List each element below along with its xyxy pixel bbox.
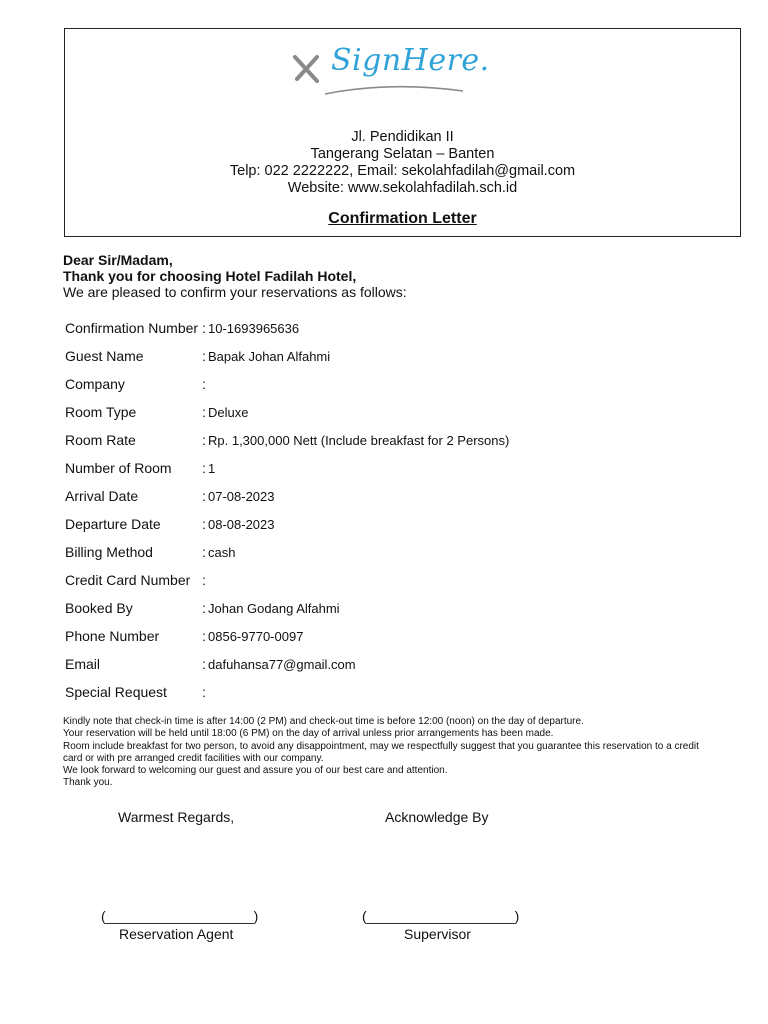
document-title: Confirmation Letter xyxy=(328,210,477,227)
note-line: Room include breakfast for two person, to avoid any disappointment, may we respectfully suggest that you guarantee this reservation to a credit xyxy=(63,740,699,752)
field-label: Credit Card Number xyxy=(65,572,191,588)
address-line-1: Jl. Pendidikan II xyxy=(351,129,454,145)
field-colon: : xyxy=(202,628,206,644)
thanks-line: Thank you for choosing Hotel Fadilah Hotel, xyxy=(63,268,357,284)
address-line-2: Tangerang Selatan – Banten xyxy=(310,146,495,162)
field-colon: : xyxy=(202,684,206,700)
field-label: Room Rate xyxy=(65,432,136,448)
note-line: We look forward to welcoming our guest and assure you of our best care and attention. xyxy=(63,765,448,777)
supervisor-signature-line: (___________________) xyxy=(362,908,520,924)
field-value: cash xyxy=(208,545,236,560)
note-line: Your reservation will be held until 18:00 (6 PM) on the day of arrival unless prior arrangements has been made. xyxy=(63,728,554,740)
warmest-regards-label: Warmest Regards, xyxy=(118,809,235,825)
field-value: 10-1693965636 xyxy=(208,321,300,336)
field-label: Number of Room xyxy=(65,460,172,476)
reservation-agent-label: Reservation Agent xyxy=(119,926,234,942)
field-label: Confirmation Number xyxy=(65,320,199,336)
field-value: dafuhansa77@gmail.com xyxy=(208,657,356,672)
note-line: Kindly note that check-in time is after 14:00 (2 PM) and check-out time is before 12:00 (noon) on the day of departure. xyxy=(63,716,584,727)
field-label: Room Type xyxy=(65,404,137,420)
field-colon: : xyxy=(202,376,206,392)
field-colon: : xyxy=(202,348,206,364)
note-line: Thank you. xyxy=(63,777,113,789)
field-value: 07-08-2023 xyxy=(208,489,275,504)
field-label: Arrival Date xyxy=(65,488,139,504)
field-value: 0856-9770-0097 xyxy=(208,629,304,644)
website-line: Website: www.sekolahfadilah.sch.id xyxy=(287,180,518,196)
terms-notes xyxy=(63,716,743,790)
field-colon: : xyxy=(202,516,206,532)
field-value: Rp. 1,300,000 Nett (Include breakfast for 2 Persons) xyxy=(208,433,510,448)
field-colon: : xyxy=(202,656,206,672)
letterhead-box xyxy=(64,28,741,237)
agent-signature-line: (___________________) xyxy=(101,908,259,924)
field-value: Deluxe xyxy=(208,405,249,420)
field-colon: : xyxy=(202,600,206,616)
intro-line: We are pleased to confirm your reservations as follows: xyxy=(63,284,407,300)
note-line: card or with pre arranged credit facilities with our company. xyxy=(63,752,324,764)
field-label: Email xyxy=(65,656,101,672)
supervisor-label: Supervisor xyxy=(404,926,471,942)
field-label: Guest Name xyxy=(65,348,144,364)
field-label: Departure Date xyxy=(65,516,161,532)
field-colon: : xyxy=(202,544,206,560)
field-colon: : xyxy=(202,432,206,448)
field-value: 1 xyxy=(208,461,216,476)
field-value: Bapak Johan Alfahmi xyxy=(208,349,331,364)
signhere-logo xyxy=(291,41,490,101)
field-label: Booked By xyxy=(65,600,133,616)
field-value: 08-08-2023 xyxy=(208,517,275,532)
contact-line: Telp: 022 2222222, Email: sekolahfadilah@gmail.com xyxy=(229,163,576,179)
field-colon: : xyxy=(202,572,206,588)
field-colon: : xyxy=(202,460,206,476)
field-colon: : xyxy=(202,320,206,336)
field-colon: : xyxy=(202,404,206,420)
salutation: Dear Sir/Madam, xyxy=(63,252,173,268)
field-value: Johan Godang Alfahmi xyxy=(208,601,340,616)
field-label: Billing Method xyxy=(65,544,153,560)
logo-text: SignHere. xyxy=(331,43,490,78)
acknowledge-by-label: Acknowledge By xyxy=(385,809,489,825)
field-label: Company xyxy=(65,376,125,392)
field-colon: : xyxy=(202,488,206,504)
field-label: Special Request xyxy=(65,684,167,700)
field-label: Phone Number xyxy=(65,628,160,644)
